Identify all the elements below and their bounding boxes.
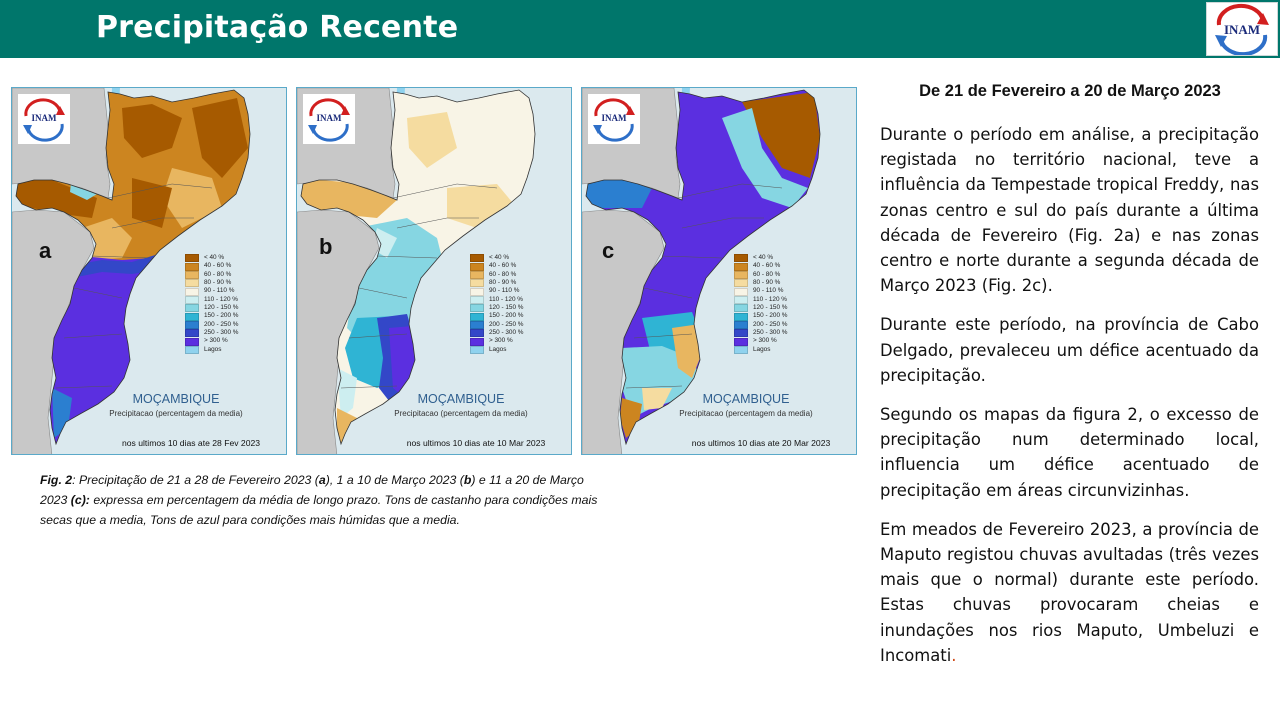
- legend-swatch: [185, 321, 199, 329]
- legend-swatch: [734, 338, 748, 346]
- legend-label: 200 - 250 %: [204, 320, 239, 328]
- legend-label: > 300 %: [489, 337, 513, 345]
- legend-item: [470, 271, 523, 279]
- legend-label: 60 - 80 %: [753, 270, 781, 278]
- trailing-dot: .: [951, 645, 957, 665]
- legend-item: [734, 254, 787, 262]
- legend-item: [185, 346, 238, 354]
- map-b-logo: [303, 94, 355, 144]
- map-c-letter: c: [602, 238, 615, 263]
- legend-swatch: [470, 296, 484, 304]
- legend-swatch: [185, 346, 199, 354]
- legend-label: 110 - 120 %: [204, 295, 238, 303]
- legend-swatch: [734, 321, 748, 329]
- legend-swatch: [185, 304, 199, 312]
- legend-item: [185, 312, 238, 320]
- legend-label: 60 - 80 %: [204, 270, 232, 278]
- legend-swatch: [734, 296, 748, 304]
- legend-swatch: [185, 271, 199, 279]
- map-c-logo: [588, 94, 640, 144]
- map-a-logo: [18, 94, 70, 144]
- map-b-legend: [470, 254, 523, 354]
- legend-label: 90 - 110 %: [204, 287, 235, 295]
- legend-item: [470, 262, 523, 270]
- map-a-subtitle: Precipitacao (percentagem da media): [109, 409, 243, 418]
- legend-swatch: [470, 313, 484, 321]
- map-c-subtitle: Precipitacao (percentagem da media): [679, 409, 813, 418]
- map-b-country: MOÇAMBIQUE: [417, 392, 505, 406]
- map-c-logo-text: INAM: [601, 113, 627, 123]
- slide-header: [0, 0, 1280, 58]
- legend-label: Lagos: [204, 345, 222, 353]
- legend-label: 60 - 80 %: [489, 270, 517, 278]
- legend-swatch: [734, 313, 748, 321]
- legend-swatch: [185, 296, 199, 304]
- legend-swatch: [185, 329, 199, 337]
- legend-label: 250 - 300 %: [489, 329, 524, 337]
- map-c-country: MOÇAMBIQUE: [702, 392, 790, 406]
- legend-item: [185, 329, 238, 337]
- legend-item: [470, 304, 523, 312]
- legend-item: [470, 296, 523, 304]
- analysis-paragraph: Durante o período em análise, a precipitação registada no território nacional, teve a influência da Tempestade tropical Freddy, nas zonas centro e sul do país durante a última década de Fevereiro (Fig. 2a) e nas zonas centro e norte durante a segunda década de Março 2023 (Fig. 2c).: [880, 125, 1259, 296]
- legend-item: [470, 337, 523, 345]
- caption-text-4: expressa em percentagem da média de longo prazo. Tons de castanho para condições mais secas que a media, Tons de azul para condições mais húmidas que a media.: [40, 493, 598, 527]
- legend-label: 120 - 150 %: [489, 304, 524, 312]
- legend-swatch: [470, 338, 484, 346]
- legend-item: [470, 287, 523, 295]
- legend-item: [185, 304, 238, 312]
- map-b-letter: b: [319, 234, 333, 259]
- legend-item: [185, 321, 238, 329]
- legend-label: 150 - 200 %: [204, 312, 239, 320]
- legend-swatch: [470, 304, 484, 312]
- legend-swatch: [734, 346, 748, 354]
- legend-swatch: [734, 288, 748, 296]
- analysis-text: [880, 122, 1259, 682]
- legend-item: [470, 254, 523, 262]
- legend-item: [185, 296, 238, 304]
- map-c-legend: [734, 254, 787, 354]
- legend-label: 120 - 150 %: [753, 304, 788, 312]
- legend-swatch: [185, 338, 199, 346]
- map-b-subtitle: Precipitacao (percentagem da media): [394, 409, 528, 418]
- slide-title: Precipitação Recente: [96, 10, 459, 45]
- period-heading: De 21 de Fevereiro a 20 de Março 2023: [919, 82, 1221, 100]
- legend-item: [185, 337, 238, 345]
- legend-swatch: [470, 321, 484, 329]
- legend-swatch: [470, 279, 484, 287]
- legend-item: [734, 304, 787, 312]
- legend-item: [470, 329, 523, 337]
- legend-swatch: [470, 271, 484, 279]
- legend-item: [185, 254, 238, 262]
- legend-item: [734, 296, 787, 304]
- legend-swatch: [185, 254, 199, 262]
- legend-item: [734, 321, 787, 329]
- legend-item: [734, 329, 787, 337]
- legend-label: 90 - 110 %: [489, 287, 520, 295]
- legend-item: [185, 262, 238, 270]
- analysis-paragraph-last: Em meados de Fevereiro 2023, a província de Maputo registou chuvas avultadas (três vezes mais que o normal) durante este período. Estas chuvas provocaram cheias e inundações nos rios Maputo, Umbeluzi e Incomati.: [880, 519, 1259, 665]
- legend-swatch: [470, 329, 484, 337]
- caption-c: (c):: [70, 493, 90, 507]
- legend-label: < 40 %: [489, 254, 510, 261]
- legend-label: 80 - 90 %: [489, 279, 517, 287]
- legend-label: > 300 %: [753, 337, 777, 345]
- legend-label: < 40 %: [753, 254, 774, 261]
- legend-swatch: [734, 279, 748, 287]
- legend-swatch: [734, 304, 748, 312]
- legend-item: [185, 271, 238, 279]
- legend-item: [734, 262, 787, 270]
- legend-label: 80 - 90 %: [204, 279, 232, 287]
- legend-item: [185, 279, 238, 287]
- legend-label: 90 - 110 %: [753, 287, 784, 295]
- legend-swatch: [734, 263, 748, 271]
- legend-swatch: [470, 346, 484, 354]
- legend-label: 250 - 300 %: [753, 329, 788, 337]
- map-a-country: MOÇAMBIQUE: [132, 392, 220, 406]
- caption-fig-label: Fig. 2: [40, 473, 73, 487]
- legend-label: 200 - 250 %: [753, 320, 788, 328]
- map-b-logo-text: INAM: [316, 113, 342, 123]
- analysis-paragraph: Durante este período, na província de Cabo Delgado, prevaleceu um défice acentuado da precipitação.: [880, 315, 1259, 385]
- legend-swatch: [185, 313, 199, 321]
- map-a-legend: [185, 254, 238, 354]
- map-a-logo-text: INAM: [31, 113, 57, 123]
- map-a-period: nos ultimos 10 dias ate 28 Fev 2023: [121, 438, 261, 448]
- caption-text-1: : Precipitação de 21 a 28 de Fevereiro 2023 (: [72, 473, 319, 487]
- legend-swatch: [185, 288, 199, 296]
- legend-label: 110 - 120 %: [753, 295, 787, 303]
- legend-label: > 300 %: [204, 337, 228, 345]
- legend-label: 40 - 60 %: [753, 262, 781, 270]
- legend-swatch: [470, 263, 484, 271]
- legend-swatch: [734, 329, 748, 337]
- legend-label: 40 - 60 %: [489, 262, 517, 270]
- legend-item: [470, 346, 523, 354]
- inam-logo-text: INAM: [1223, 22, 1261, 37]
- analysis-paragraph: Segundo os mapas da figura 2, o excesso de precipitação num determinado local, influencia um défice acentuado de precipitação em áreas circunvizinhas.: [880, 405, 1259, 500]
- caption-text-2: ), 1 a 10 de Março 2023 (: [325, 473, 464, 487]
- map-b-period: nos ultimos 10 dias ate 10 Mar 2023: [406, 438, 546, 448]
- legend-label: Lagos: [753, 345, 771, 353]
- legend-item: [734, 337, 787, 345]
- legend-label: 110 - 120 %: [489, 295, 523, 303]
- legend-item: [734, 312, 787, 320]
- legend-item: [470, 321, 523, 329]
- legend-swatch: [734, 254, 748, 262]
- legend-label: 200 - 250 %: [489, 320, 524, 328]
- legend-label: 150 - 200 %: [489, 312, 524, 320]
- legend-label: 80 - 90 %: [753, 279, 781, 287]
- figure-caption: [40, 470, 600, 530]
- legend-item: [734, 346, 787, 354]
- map-panel-c: [581, 87, 857, 455]
- map-panel-b: [296, 87, 572, 455]
- legend-label: 120 - 150 %: [204, 304, 239, 312]
- legend-label: 150 - 200 %: [753, 312, 788, 320]
- legend-item: [734, 271, 787, 279]
- legend-swatch: [734, 271, 748, 279]
- caption-text-3: ) e 11 a 20 de Março 2023: [40, 473, 584, 507]
- map-panel-a: [11, 87, 287, 455]
- map-c-period: nos ultimos 10 dias ate 20 Mar 2023: [691, 438, 831, 448]
- legend-swatch: [470, 254, 484, 262]
- legend-label: Lagos: [489, 345, 507, 353]
- legend-swatch: [185, 263, 199, 271]
- legend-label: 40 - 60 %: [204, 262, 232, 270]
- map-a-letter: a: [39, 238, 52, 263]
- legend-swatch: [185, 279, 199, 287]
- legend-swatch: [470, 288, 484, 296]
- legend-item: [470, 312, 523, 320]
- legend-item: [734, 287, 787, 295]
- legend-label: 250 - 300 %: [204, 329, 239, 337]
- inam-logo: [1206, 2, 1278, 56]
- legend-item: [185, 287, 238, 295]
- legend-label: < 40 %: [204, 254, 225, 261]
- legend-item: [470, 279, 523, 287]
- legend-item: [734, 279, 787, 287]
- caption-b: b: [463, 473, 472, 487]
- caption-a: a: [318, 473, 326, 487]
